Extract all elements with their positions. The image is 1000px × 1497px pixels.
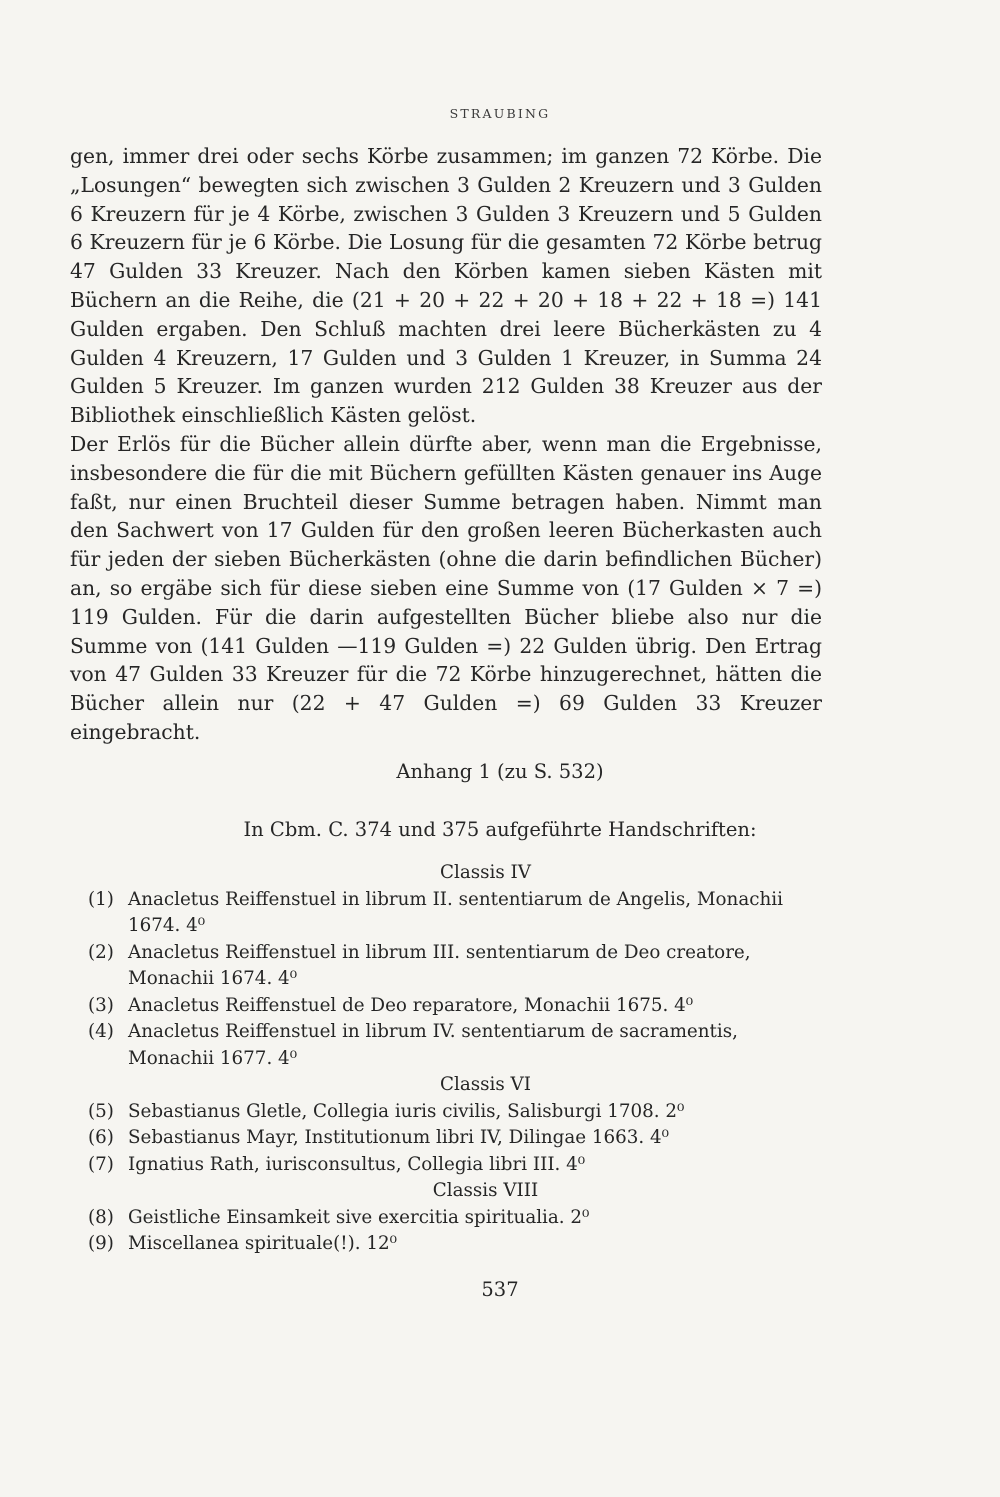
entry-text: Sebastianus Gletle, Collegia iuris civilis, Salisburgi 1708. 2⁰	[128, 1100, 685, 1122]
manuscript-catalog	[88, 860, 823, 1258]
entry-number: (6)	[88, 1127, 114, 1148]
entry-number: (7)	[88, 1153, 114, 1175]
entry-number: (8)	[88, 1206, 114, 1228]
catalog-entry	[88, 1019, 823, 1072]
catalog-entry	[88, 993, 823, 1020]
paragraph: gen, immer drei oder sechs Körbe zusammen; im ganzen 72 Körbe. Die „Losungen“ bewegten sich zwischen 3 Gulden 2 Kreuzern und 3 Gulden 6 Kreuzern für je 4 Körbe, zwischen 3 Gulden 3 Kreuzern und 5 Gulden 6 Kreuzern für je 6 Körbe. Die Losung für die gesamten 72 Körbe betrug 47 Gulden 33 Kreuzer. Nach den Körben kamen sieben Kästen mit Büchern an die Reihe, die (21 + 20 + 22 + 20 + 18 + 22 + 18 =) 141 Gulden ergaben. Den Schluß machten drei leere Bücherkästen zu 4 Gulden 4 Kreuzern, 17 Gulden und 3 Gulden 1 Kreuzer, in Summa 24 Gulden 5 Kreuzer. Im ganzen wurden 212 Gulden 38 Kreuzer aus der Bibliothek einschließlich Kästen gelöst.	[70, 144, 822, 428]
entry-text: Anacletus Reiffenstuel de Deo reparatore, Monachii 1675. 4⁰	[128, 994, 694, 1016]
catalog-entry	[88, 1099, 823, 1126]
class-heading: Classis VIII	[432, 1180, 539, 1201]
entry-text: Miscellanea spirituale(!). 12⁰	[128, 1233, 397, 1254]
body-text	[70, 142, 822, 747]
class-heading: Classis IV	[440, 862, 531, 883]
catalog-entry	[88, 1205, 823, 1232]
appendix-heading: Anhang 1 (zu S. 532)	[396, 760, 604, 783]
running-head: STRAUBING	[449, 106, 551, 121]
catalog-entry	[88, 887, 823, 940]
paragraph: Der Erlös für die Bücher allein dürfte aber, wenn man die Ergebnisse, insbesondere die für die mit Büchern gefüllten Kästen genauer ins Auge faßt, nur einen Bruchteil dieser Summe betragen haben. Nimmt man den Sachwert von 17 Gulden für den großen leeren Bücherkasten auch für jeden der sieben Bücherkästen (ohne die darin befindlichen Bücher) an, so ergäbe sich für diese sieben eine Summe von (17 Gulden × 7 =) 119 Gulden. Für die darin aufgestellten Bücher bliebe also nur die Summe von (141 Gulden —119 Gulden =) 22 Gulden übrig. Den Ertrag von 47 Gulden 33 Kreuzer für die 72 Körbe hinzugerechnet, hätten die Bücher allein nur (22 + 47 Gulden =) 69 Gulden 33 Kreuzer eingebracht.	[70, 431, 822, 744]
entry-number: (4)	[88, 1021, 114, 1042]
entry-number: (5)	[88, 1100, 114, 1122]
entry-number: (3)	[88, 994, 114, 1016]
entry-text: Anacletus Reiffenstuel in librum III. sententiarum de Deo creatore, Monachii 1674. 4⁰	[128, 941, 751, 989]
page-number: 537	[481, 1278, 519, 1301]
class-heading: Classis VI	[440, 1074, 531, 1095]
entry-text: Ignatius Rath, iurisconsultus, Collegia libri III. 4⁰	[128, 1153, 586, 1175]
entry-number: (9)	[88, 1233, 114, 1254]
entry-text: Geistliche Einsamkeit sive exercitia spiritualia. 2⁰	[128, 1206, 590, 1228]
catalog-entry	[88, 1152, 823, 1179]
entry-text: Anacletus Reiffenstuel in librum II. sententiarum de Angelis, Monachii 1674. 4⁰	[128, 888, 783, 936]
entry-text: Anacletus Reiffenstuel in librum IV. sententiarum de sacramentis, Monachii 1677. 4⁰	[128, 1021, 738, 1069]
catalog-entry	[88, 940, 823, 993]
entry-number: (2)	[88, 941, 114, 963]
catalog-entry	[88, 1231, 823, 1258]
appendix-subheading: In Cbm. C. 374 und 375 aufgeführte Handschriften:	[243, 818, 757, 841]
entry-text: Sebastianus Mayr, Institutionum libri IV, Dilingae 1663. 4⁰	[128, 1127, 669, 1148]
entry-number: (1)	[88, 888, 114, 910]
catalog-entry	[88, 1125, 823, 1152]
